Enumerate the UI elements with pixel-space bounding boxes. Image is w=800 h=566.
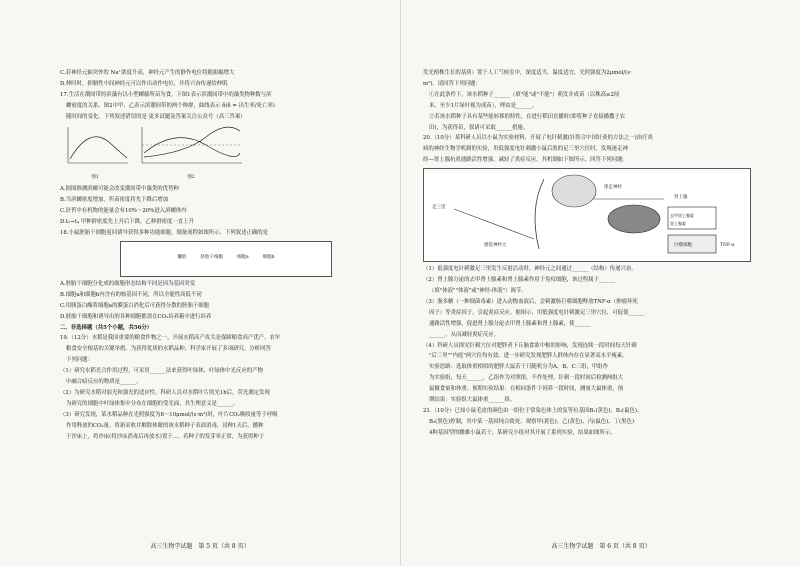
figure-2-graph <box>136 123 246 169</box>
text-line: 田)，为获得苗，叙诸可采取______措施。 <box>429 124 529 131</box>
text-line: （1）研究水稻光合作用过程，可采用______法来获得叶绿体，叶绿体中光反应的产物 <box>60 368 263 375</box>
option-line: B.当滨螺密度增加，所苗密度将先下降后增加 <box>60 197 169 204</box>
figure-label: 感觉神经元 <box>484 243 507 249</box>
flow-label: 细胞b <box>262 255 275 261</box>
text-line: 发光植株生长的基质）置于人工气候室中，深度适当，温度适宜，光照强度为2μmol/(s· <box>423 70 632 76</box>
option-line: C.浒苔中有机物的能量会有10%～20%进入滨螺体内 <box>60 208 187 215</box>
text-line: 作用释放的CO₂量。将新采收并解除休眠的该水稻种子表面消毒，浸种1天后，播种 <box>66 422 264 429</box>
text-line: 于沙床上，将沙床(将沙床消毒后再放水)置于...。若种子的发芽率正常，为获得种子 <box>66 433 265 440</box>
q18-flow-figure <box>120 241 332 277</box>
page-6-text <box>423 68 751 439</box>
text-line: 4种基因型的雌雄小鼠若干，某研究小组对其开展了系列实验，结果如图所示。 <box>429 429 616 436</box>
text-line: D.伸时时，抑制性中间神经元可以作出动作电位，并将兴奋传递给伸肌 <box>60 80 228 87</box>
section-heading: 二、非选择题（共5个小题，共56分） <box>60 324 153 331</box>
text-line: （2）为研究水稻对弱光和强光的适应性，科研人员对水稻叶片照光1h后，荧光测定发现 <box>60 389 270 396</box>
text-line: B₃(黑色)控制，其中某一基因纯合致死。观察甲(黄色)、乙(黄色)、丙(鼠色)、丁(黑色) <box>429 418 635 425</box>
page-6-footer: 高三生物学试题 第 6 页（共 8 页） <box>551 543 651 550</box>
exam-page-6 <box>400 0 800 566</box>
text-line: 18.小鼠胚胎干细胞返回诱导获得多种功能细胞，制备流程如图所示。下列叙述正确的是 <box>60 229 269 236</box>
text-line: （1）低强度电针刺激足三里发生反射活动时，神经元之间通过______（结构）传递兴奋。 <box>423 266 637 273</box>
figure-label: 肾上腺 <box>674 195 688 201</box>
text-line: 随时间的变化。下列叙述错误的是 更多试题及答案关注公众号（高三答案） <box>66 113 246 120</box>
text-line: ______，从而减轻炎症反应。 <box>429 331 500 338</box>
text-line: 鼠摄食量和体重。预期实验结果：在相同条件下饲养一段时间，测量大鼠体重，预 <box>429 386 624 393</box>
flow-label: 细胞a <box>236 255 249 261</box>
text-line: 经—肾上腺抗炎通路活性增强，减轻了炎症反应，其机制如下图所示。回答下列问题： <box>423 157 628 164</box>
text-line: C.若神经元轴突外的 Na⁺浓度升高，神经元产生的静作电位将随振幅增大 <box>60 70 235 76</box>
figure-2-caption: 图2 <box>187 175 195 181</box>
text-line: 因子）等炎症因子，引起炎症反应。据图示，用低强度电针刺激足三里穴位，可促使______ <box>429 309 645 316</box>
text-line: 下列问题： <box>66 357 93 364</box>
text-line: 为研究的细胞中叶绿体集中分布在细胞的受光面，其生理意义是______。 <box>66 400 239 407</box>
figure-label: 迷走神经 <box>604 185 622 191</box>
text-line: ②若该水稻种子具有某些能转移的特性，在进行稻田直播时(即将种子直接播撒于农 <box>429 113 626 120</box>
figure-1-caption: 图1 <box>91 175 99 181</box>
text-line: 中融合暗反应的物质是______。 <box>66 379 142 386</box>
page-5-text <box>60 68 382 442</box>
text-line: 螺密度的关系，图2中甲、乙表示滨潮间带的两个种群，曲线表示 δ(δ = 出生率/死亡率) <box>66 102 275 109</box>
figure-2 <box>136 123 246 185</box>
figure-label: 去甲肾上腺素 <box>670 213 694 219</box>
text-line: 20.（10分）某科研人员以小鼠为实验材料，开展了电针刺激(针脸合中国针灸的方法之一)治疗炎 <box>423 135 653 142</box>
figure-1 <box>60 123 130 185</box>
text-line: 通路活性增强，促进肾上腺分泌去甲肾上腺素和肾上腺素，使______ <box>429 320 591 327</box>
option-line: A.据图推测滨螺可能会改变潮间带中藻类的优势种 <box>60 186 179 193</box>
text-line: （4）科研人员探究针刺穴位对肥胖者下丘脑食欲中枢的影响，发现连续一段时间每天针刺 <box>423 342 637 349</box>
option-line: D.胚胎干细胞和诱导出的各种细胞都需在CO₂培养箱中进行培养 <box>60 313 212 320</box>
text-line: （填"体液""体液"或"神经-体液"）调节。 <box>429 287 527 294</box>
q17-figures <box>60 123 382 185</box>
flow-label: 胚胎干细胞 <box>200 255 223 261</box>
q20-pathway-figure <box>423 168 751 262</box>
flow-label: 囊胚 <box>177 255 187 261</box>
text-line: 期结果：实验组大鼠体重______组。 <box>429 397 516 404</box>
figure-label: 足三里 <box>432 205 446 211</box>
text-line: m²)。请回答下列问题： <box>423 80 481 87</box>
text-line: 实验思路：选取体重相似的肥胖大鼠若干只随机分为A、B、C三组，甲组作 <box>429 364 609 371</box>
option-line: C.用胰蛋白酶将细胞a的膜蛋白消化后可获得分散的胚胎干细胞 <box>60 302 210 309</box>
option-line: B.细胞a和细胞b内含有的核基因不同，所以全能性高低不同 <box>60 291 202 298</box>
text-line: ①在此条件下，该水稻种子______（填"能"或"不能"）萌发并成苗（以株高≥2厘 <box>429 91 620 98</box>
text-line: 19.（12分）水稻是我国重要的粮食作物之一，开展水稻高产攻关是保障粮食高产优产、农牢 <box>60 335 281 342</box>
page-5-footer: 高三生物学试题 第 5 页（共 8 页） <box>150 543 250 550</box>
pathway-diagram <box>424 169 750 261</box>
figure-label: TNF-α <box>720 243 735 249</box>
text-line: 粮食安全根基的关键举措。为获得优质的水稻品种，科学家开展了多项研究。分析回答 <box>66 346 271 353</box>
text-line: 为实验组，每天______，乙组作为对照组，不作处理。针刺一段时间后检测两组大 <box>429 375 624 382</box>
text-line: 17.生活在潮间带的滨藻有以小型螺藤所苗为食，下图1表示滨潮间带中的藻类物种数与滨 <box>60 91 272 98</box>
figure-1-graph <box>60 123 130 169</box>
figure-label: 肾上腺素 <box>670 221 686 227</box>
text-line: "后三里""内庭"两穴位均有效。进一步研究发现肥胖人群体内存在显著高水平瘦素。 <box>429 353 628 360</box>
text-line: （2）肾上腺分泌的去甲肾上腺素和肾上腺素作用于免疫细胞，该过程属于______ <box>423 277 616 284</box>
text-line: 米，至少1片绿叶视为成苗），理由是______。 <box>429 102 538 109</box>
option-line: D.t₂→t₄ 甲种群密度先上升后下降，乙种群密度一直上升 <box>60 219 194 226</box>
text-line: 21.（10分）已知小鼠毛皮的颜色由一组位于常染色体上的复等位基因B₁(黄色)、B₂(鼠色)、 <box>423 407 643 414</box>
text-line: （3）研究发现，某水稻品种在光照强度为8～10μmol/(s·m²)时，叶片CO₂吸收量等于呼吸 <box>60 411 278 418</box>
figure-label: 巨噬细胞 <box>674 243 692 249</box>
option-line: A.胚胎干细胞分化成的细胞形态结构不同是因为基因突变 <box>60 280 195 287</box>
text-line: 病的神经生物学机制的实验，用低强度电针刺激小鼠后肢的足三里穴位时，发现迷走神 <box>423 146 628 153</box>
text-line: （3）脂多糖（一种细菌毒素）进入动物血液后，会刺激肠巨噬细胞释放TNF-α（肿瘤坏死 <box>423 298 638 305</box>
